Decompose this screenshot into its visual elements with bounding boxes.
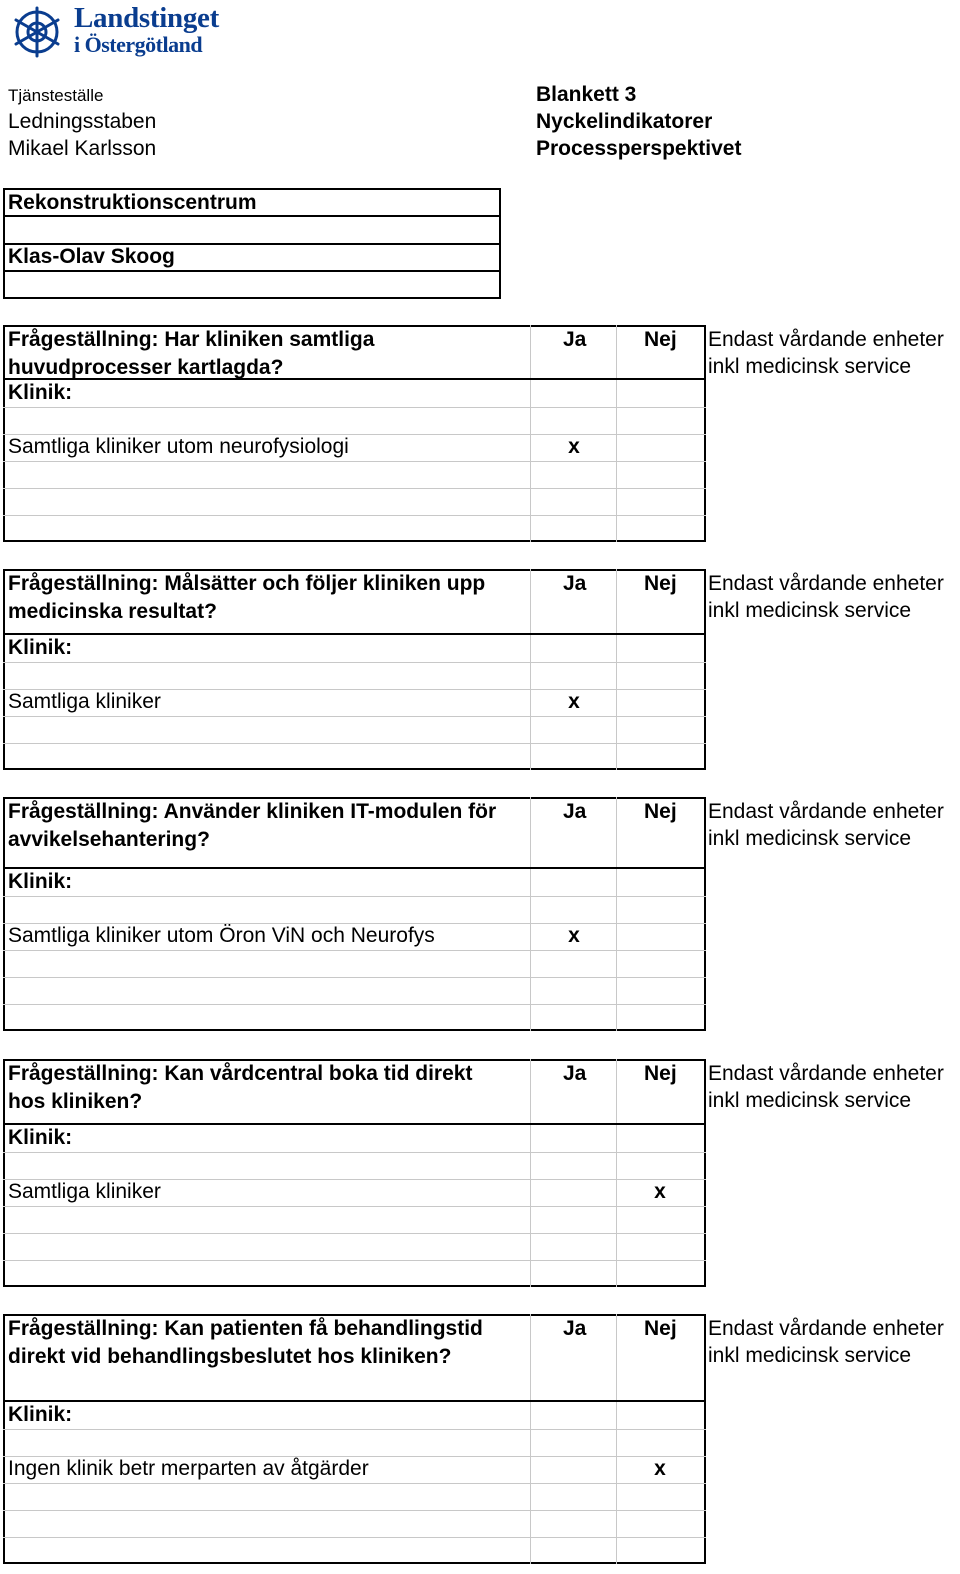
- header-unit: Ledningsstaben: [8, 110, 157, 133]
- ja-mark: x: [568, 435, 580, 458]
- scope-note-line2: inkl medicinsk service: [708, 355, 912, 378]
- nej-column-header: Nej: [644, 328, 677, 351]
- row-divider: [3, 662, 706, 663]
- row-divider: [3, 1206, 706, 1207]
- klinik-label: Klinik:: [8, 636, 73, 659]
- question-text-line1: Frågeställning: Kan vårdcentral boka tid direkt: [8, 1062, 473, 1085]
- column-divider: [530, 569, 531, 770]
- row-divider: [3, 1510, 706, 1511]
- column-divider: [530, 797, 531, 1031]
- row-divider: [3, 977, 706, 978]
- question-header-divider: [3, 633, 706, 635]
- landstinget-logo: [8, 2, 258, 62]
- clinic-answer: Ingen klinik betr merparten av åtgärder: [8, 1457, 369, 1480]
- header-name: Mikael Karlsson: [8, 137, 157, 160]
- row-divider: [3, 1483, 706, 1484]
- column-divider: [530, 1314, 531, 1564]
- form-perspective: Processperspektivet: [536, 137, 742, 160]
- question-text-line1: Frågeställning: Målsätter och följer kliniken upp: [8, 572, 486, 595]
- nej-column-header: Nej: [644, 1317, 677, 1340]
- question-text-line2: medicinska resultat?: [8, 600, 217, 623]
- row-divider: [3, 1429, 706, 1430]
- nej-mark: x: [654, 1180, 666, 1203]
- question-header-divider: [3, 1400, 706, 1402]
- nej-column-header: Nej: [644, 1062, 677, 1085]
- question-text-line1: Frågeställning: Har kliniken samtliga: [8, 328, 375, 351]
- klinik-label: Klinik:: [8, 381, 73, 404]
- column-divider: [530, 1059, 531, 1287]
- question-text-line2: hos kliniken?: [8, 1090, 143, 1113]
- klinik-label: Klinik:: [8, 1126, 73, 1149]
- klinik-label: Klinik:: [8, 870, 73, 893]
- column-divider: [616, 569, 617, 770]
- row-divider: [3, 950, 706, 951]
- ja-column-header: Ja: [563, 1062, 587, 1085]
- question-text-line1: Frågeställning: Använder kliniken IT-modulen för: [8, 800, 497, 823]
- scope-note-line1: Endast vårdande enheter: [708, 1317, 944, 1340]
- row-divider: [3, 461, 706, 462]
- nej-column-header: Nej: [644, 572, 677, 595]
- ja-mark: x: [568, 924, 580, 947]
- clinic-answer: Samtliga kliniker utom neurofysiologi: [8, 435, 349, 458]
- question-header-divider: [3, 1123, 706, 1125]
- center-name: Rekonstruktionscentrum: [8, 191, 257, 214]
- row-divider: [3, 407, 706, 408]
- row-divider: [3, 716, 706, 717]
- clinic-answer: Samtliga kliniker: [8, 1180, 161, 1203]
- row-divider: [3, 896, 706, 897]
- row-divider: [3, 488, 706, 489]
- logo-text-line2: i Östergötland: [74, 32, 203, 57]
- question-text-line1: Frågeställning: Kan patienten få behandlingstid: [8, 1317, 483, 1340]
- row-divider: [3, 1233, 706, 1234]
- ja-column-header: Ja: [563, 328, 587, 351]
- row-divider: [3, 1260, 706, 1261]
- scope-note-line1: Endast vårdande enheter: [708, 328, 944, 351]
- question-text-line2: huvudprocesser kartlagda?: [8, 356, 284, 379]
- ja-column-header: Ja: [563, 1317, 587, 1340]
- ja-column-header: Ja: [563, 800, 587, 823]
- column-divider: [616, 1314, 617, 1564]
- scope-note-line2: inkl medicinsk service: [708, 1089, 912, 1112]
- scope-note-line1: Endast vårdande enheter: [708, 800, 944, 823]
- scope-note-line2: inkl medicinsk service: [708, 599, 912, 622]
- scope-note-line1: Endast vårdande enheter: [708, 1062, 944, 1085]
- ja-column-header: Ja: [563, 572, 587, 595]
- contact-person: Klas-Olav Skoog: [8, 245, 175, 268]
- row-divider: [3, 1152, 706, 1153]
- nej-column-header: Nej: [644, 800, 677, 823]
- row-divider: [3, 743, 706, 744]
- klinik-label: Klinik:: [8, 1403, 73, 1426]
- logo-text-line1: Landstinget: [74, 2, 219, 34]
- snowflake-emblem-icon: [8, 4, 66, 60]
- row-divider: [3, 515, 706, 516]
- form-category: Nyckelindikatorer: [536, 110, 713, 133]
- column-divider: [616, 797, 617, 1031]
- scope-note-line1: Endast vårdande enheter: [708, 572, 944, 595]
- form-number: Blankett 3: [536, 83, 637, 106]
- question-text-line2: direkt vid behandlingsbeslutet hos kliniken?: [8, 1345, 452, 1368]
- question-text-line2: avvikelsehantering?: [8, 828, 210, 851]
- column-divider: [616, 1059, 617, 1287]
- clinic-answer: Samtliga kliniker: [8, 690, 161, 713]
- question-header-divider: [3, 867, 706, 869]
- row-divider: [3, 1004, 706, 1005]
- scope-note-line2: inkl medicinsk service: [708, 1344, 912, 1367]
- nej-mark: x: [654, 1457, 666, 1480]
- header-label: Tjänsteställe: [8, 86, 104, 105]
- ja-mark: x: [568, 690, 580, 713]
- clinic-answer: Samtliga kliniker utom Öron ViN och Neurofys: [8, 924, 435, 947]
- scope-note-line2: inkl medicinsk service: [708, 827, 912, 850]
- row-divider: [3, 1537, 706, 1538]
